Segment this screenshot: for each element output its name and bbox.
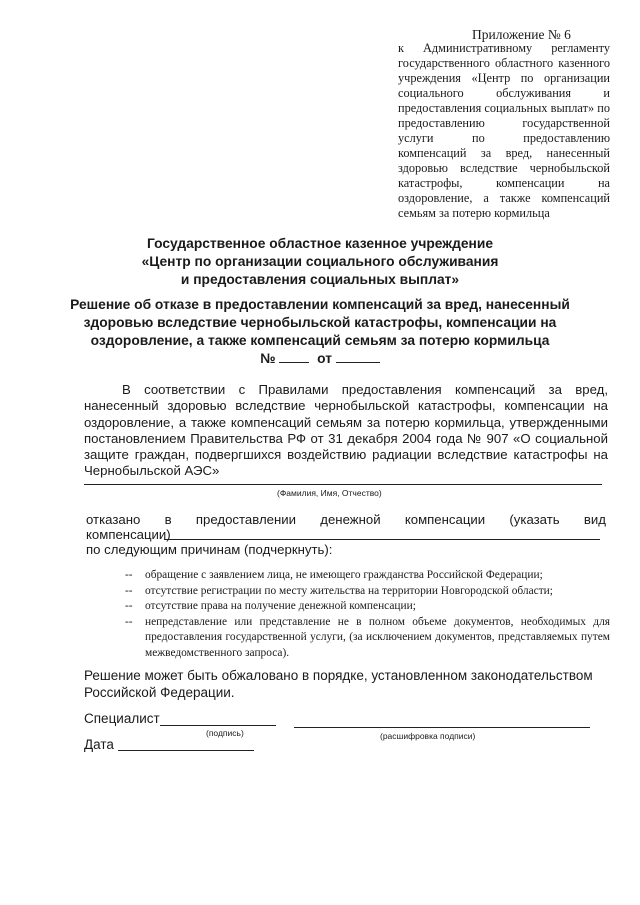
- from-label: от: [317, 351, 332, 366]
- refused-word-6: (указать: [509, 512, 560, 527]
- refused-word-1: отказано: [86, 512, 141, 527]
- date-label: Дата: [84, 737, 114, 752]
- number-blank[interactable]: [279, 351, 309, 363]
- refused-word-7: вид: [583, 512, 606, 527]
- organization-line-1: Государственное областное казенное учреждение: [147, 236, 493, 251]
- organization-block: [70, 235, 570, 289]
- transcript-line[interactable]: [294, 727, 590, 728]
- reason-item[interactable]: -- отсутствие права на получение денежной компенсации;: [145, 599, 610, 615]
- organization-line-3: и предоставления социальных выплат»: [180, 272, 460, 287]
- decision-title-line-3: оздоровление, а также компенсаций семьям за потерю кормильца: [90, 333, 550, 348]
- reasons-intro: по следующим причинам (подчеркнуть):: [86, 542, 333, 557]
- decision-title: [70, 296, 570, 368]
- decision-title-line-2: здоровью вследствие чернобыльской катастрофы, компенсации на: [83, 315, 557, 330]
- date-blank[interactable]: [336, 351, 380, 363]
- decision-number-row: [70, 350, 570, 368]
- number-label: №: [260, 351, 276, 366]
- compensation-label: компенсации): [86, 527, 171, 542]
- compensation-type-line[interactable]: [164, 539, 600, 540]
- transcript-caption: (расшифровка подписи): [380, 731, 476, 741]
- reason-item[interactable]: -- отсутствие регистрации по месту жительства на территории Новгородской области;: [145, 584, 610, 600]
- decision-title-line-1: Решение об отказе в предоставлении компенсаций за вред, нанесенный: [70, 297, 570, 312]
- date-line[interactable]: [118, 750, 254, 751]
- reason-item[interactable]: -- непредставление или представление не в полном объеме документов, необходимых для предоставления государственной услуги, (за исключением документов, представляемых путем межведомственного запроса).: [145, 615, 610, 662]
- reasons-list: [145, 568, 610, 661]
- signature-line[interactable]: [160, 725, 276, 726]
- appendix-text: к Административному регламенту государственного областного казенного учреждения «Центр по организации социального обслуживания и предоставления социальных выплат» по предоставлению государственной услуги по предоставлению компенсаций за вред, нанесенный здоровью вследствие чернобыльской катастрофы, компенсации на оздоровление, а также компенсаций семьям за потерю кормильца: [398, 41, 610, 220]
- refused-word-4: денежной: [320, 512, 381, 527]
- reason-item[interactable]: -- обращение с заявлением лица, не имеющего гражданства Российской Федерации;: [145, 568, 610, 584]
- refused-word-5: компенсации: [404, 512, 486, 527]
- refused-row: [86, 512, 606, 527]
- organization-line-2: «Центр по организации социального обслуживания: [141, 254, 499, 269]
- name-caption: (Фамилия, Имя, Отчество): [277, 488, 382, 498]
- signature-caption: (подпись): [206, 728, 244, 738]
- main-paragraph: В соответствии с Правилами предоставления компенсаций за вред, нанесенный здоровью вследствие чернобыльской катастрофы, компенсации на оздоровление, а также компенсаций семьям за потерю кормильца, утвержденными постановлением Правительства РФ от 31 декабря 2004 года № 907 «О социальной защите граждан, подвергшихся воздействию радиации вследствие катастрофы на Чернобыльской АЭС»: [84, 382, 608, 479]
- refused-word-2: в: [164, 512, 172, 527]
- specialist-label: Специалист: [84, 711, 160, 726]
- refused-word-3: предоставлении: [195, 512, 296, 527]
- appendix-title: Приложение № 6: [472, 27, 571, 42]
- appeal-note: Решение может быть обжаловано в порядке, установленном законодательством Российской Федерации.: [84, 668, 593, 700]
- name-line[interactable]: [84, 484, 602, 485]
